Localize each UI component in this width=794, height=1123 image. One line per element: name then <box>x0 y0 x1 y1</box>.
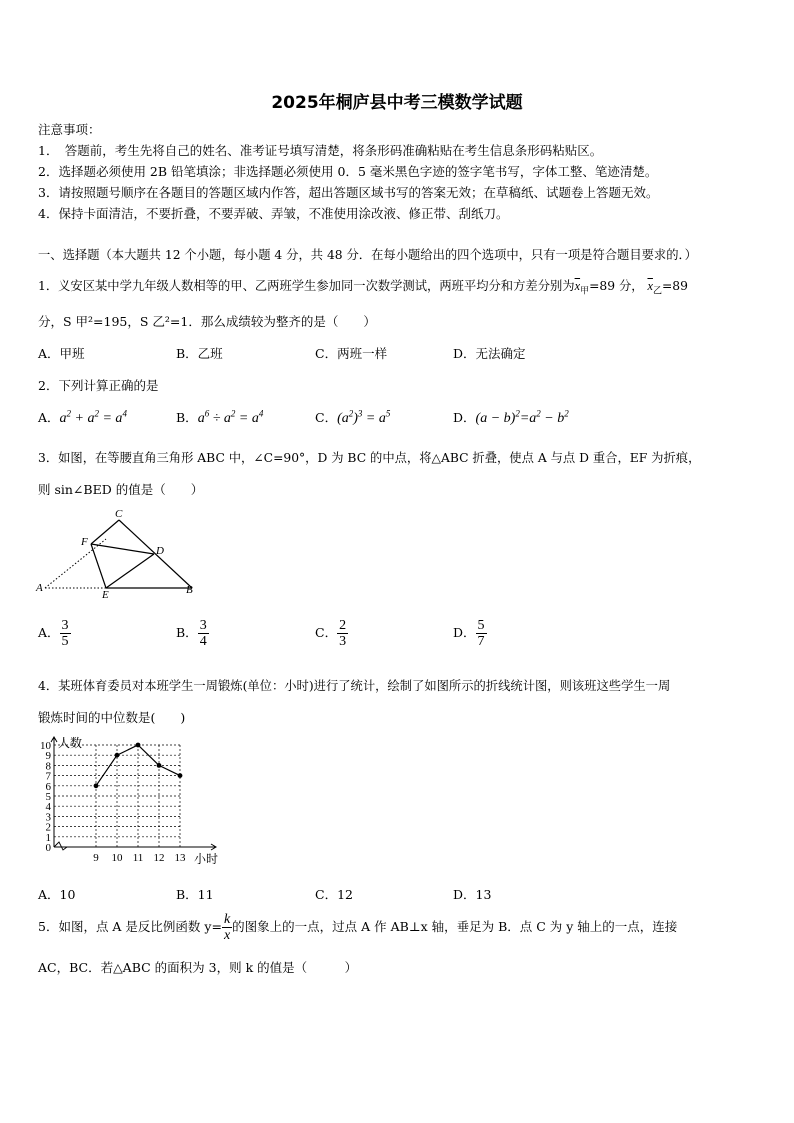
q5-frac-num: k <box>223 912 231 927</box>
q4-stem-line1: 4．某班体育委员对本班学生一周锻炼(单位：小时)进行了统计，绘制了如图所示的折线统计图，则该班这些学生一周 <box>38 679 671 693</box>
q3-option-d-den: 7 <box>477 634 485 649</box>
q5-stem-line2: AC，BC．若△ABC 的面积为 3，则 k 的值是（ ） <box>38 960 358 975</box>
q2-option-d-expr: $(a - b)^2=a^2 - b^2$ <box>475 408 569 426</box>
q2-option-b[interactable] <box>176 408 263 427</box>
data-point <box>178 773 183 778</box>
y-tick-label: 7 <box>45 770 51 783</box>
q4-stem-line2: 锻炼时间的中位数是( ) <box>38 710 186 725</box>
q2-option-d-label: D． <box>453 410 476 425</box>
q2-stem: 2．下列计算正确的是 <box>38 378 159 393</box>
x-tick-label: 10 <box>111 852 123 864</box>
q1-option-c[interactable]: C．两班一样 <box>315 346 388 361</box>
y-tick-label: 8 <box>45 760 51 773</box>
q1-option-d[interactable]: D．无法确定 <box>453 346 526 361</box>
section-heading: 一、选择题（本大题共 12 个小题，每小题 4 分，共 48 分．在每小题给出的四个选项中，只有一项是符合题目要求的．） <box>38 248 697 262</box>
page-title: 2025年桐庐县中考三模数学试题 <box>271 93 523 113</box>
q2-option-a-label: A． <box>38 410 60 425</box>
q1-sub-yi: 乙 <box>652 286 662 297</box>
q2-option-c-label: C． <box>315 410 338 425</box>
q3-stem-line1: 3．如图，在等腰直角三角形 ABC 中，∠C=90°，D 为 BC 的中点，将△ABC 折叠，使点 A 与点 D 重合，EF 为折痕， <box>38 451 701 465</box>
q3-option-b-label: B． <box>176 625 198 640</box>
x-tick-label: 9 <box>93 852 99 864</box>
q3-option-c-label: C． <box>315 625 338 640</box>
x-tick-label: 13 <box>174 852 186 864</box>
y-tick-label: 4 <box>45 801 51 814</box>
label-f: F <box>81 536 88 548</box>
notice-item-4: 4．保持卡面清洁，不要折叠，不要弄破、弄皱，不准使用涂改液、修正带、刮纸刀。 <box>38 206 509 221</box>
y-tick-label: 1 <box>45 831 51 844</box>
label-a: A <box>36 582 43 594</box>
q4-line-chart <box>34 735 224 865</box>
q1-option-a[interactable]: A．甲班 <box>38 346 85 361</box>
q4-option-c[interactable]: C．12 <box>315 887 353 902</box>
q2-option-c[interactable] <box>315 408 390 427</box>
q5-stem-text-b: 的图象上的一点，过点 A 作 AB⊥x 轴，垂足为 B．点 C 为 y 轴上的一点，连接 <box>232 919 678 934</box>
q3-option-d-label: D． <box>453 625 476 640</box>
data-point <box>157 763 162 768</box>
q1-stem-text: 1．义安区某中学九年级人数相等的甲、乙两班学生参加同一次数学测试，两班平均分和方差分别为 <box>38 279 575 293</box>
q3-option-a-num: 3 <box>61 618 69 633</box>
q3-option-a[interactable] <box>38 618 71 649</box>
notice-heading: 注意事项： <box>38 122 101 137</box>
x-tick-label: 11 <box>132 852 144 864</box>
q3-option-c[interactable] <box>315 618 348 649</box>
q1-sub-jia: 甲 <box>580 286 590 297</box>
q3-option-b[interactable] <box>176 618 209 649</box>
y-tick-label: 0 <box>45 842 51 854</box>
crease-fe <box>91 544 106 588</box>
q1-stem-line1 <box>38 276 688 296</box>
q2-option-b-expr: $a^6 \div a^2 = a^4$ <box>197 408 264 426</box>
q1-stem-line2: 分，S 甲²=195，S 乙²=1．那么成绩较为整齐的是（ ） <box>38 314 376 329</box>
q3-option-d-num: 5 <box>477 618 485 633</box>
y-tick-label: 2 <box>45 821 51 834</box>
data-point <box>115 753 120 758</box>
q3-stem-line2: 则 sin∠BED 的值是（ ） <box>38 482 204 497</box>
q1-val-yi: =89 <box>661 279 688 293</box>
y-tick-label: 5 <box>45 791 51 803</box>
q1-val-jia: =89 分， <box>589 279 644 293</box>
q1-option-b[interactable]: B．乙班 <box>176 346 223 361</box>
q4-option-a[interactable]: A．10 <box>38 887 76 902</box>
q5-fraction <box>222 912 232 943</box>
q3-option-b-num: 3 <box>199 618 207 633</box>
q2-option-a[interactable] <box>38 408 127 427</box>
y-tick-label: 6 <box>45 780 51 793</box>
notice-item-1: 1． 答题前，考生先将自己的姓名、准考证号填写清楚，将条形码准确粘贴在考生信息条形码粘贴区。 <box>38 143 603 158</box>
y-tick-label: 9 <box>45 750 51 763</box>
data-point <box>136 743 141 748</box>
x-axis-title: 小时 <box>194 852 219 865</box>
side-cf <box>91 520 119 544</box>
segment-fd <box>91 544 154 554</box>
q5-stem-line1 <box>38 912 677 943</box>
y-tick-label: 3 <box>45 811 51 824</box>
data-point <box>94 783 99 788</box>
notice-item-2: 2．选择题必须使用 2B 铅笔填涂；非选择题必须使用 0．5 毫米黑色字迹的签字笔书写，字体工整、笔迹清楚。 <box>38 164 658 179</box>
q3-option-a-den: 5 <box>61 634 69 649</box>
q2-option-a-expr: $a^2 + a^2 = a^4$ <box>59 408 127 426</box>
y-tick-label: 10 <box>40 740 51 752</box>
q2-option-c-expr: $(a^2)^3 = a^5$ <box>337 408 391 426</box>
q5-stem-text-a: 5．如图，点 A 是反比例函数 y= <box>38 919 222 934</box>
q2-option-d[interactable] <box>453 408 569 427</box>
axis-break-mark <box>54 842 67 850</box>
label-b: B <box>186 584 193 596</box>
label-c: C <box>115 508 123 520</box>
q4-option-b[interactable]: B．11 <box>176 887 214 902</box>
q3-option-d-fraction <box>476 618 487 649</box>
label-d: D <box>156 545 164 557</box>
x-tick-label: 12 <box>153 852 165 864</box>
q3-option-b-fraction <box>198 618 209 649</box>
fold-line-af <box>45 539 106 588</box>
label-e: E <box>102 589 109 600</box>
segment-ed <box>106 554 154 588</box>
q2-option-b-label: B． <box>176 410 198 425</box>
q3-option-c-fraction <box>337 618 348 649</box>
q1-xbar-yi: $\overline{x}$ <box>647 279 653 293</box>
q3-option-d[interactable] <box>453 618 487 649</box>
q5-frac-den: x <box>223 928 231 943</box>
q3-option-a-fraction <box>60 618 71 649</box>
q3-option-a-label: A． <box>38 625 60 640</box>
q3-option-c-den: 3 <box>339 634 347 649</box>
y-axis-title: 人数 <box>58 736 83 750</box>
q3-option-c-num: 2 <box>339 618 347 633</box>
notice-item-3: 3．请按照题号顺序在各题目的答题区域内作答，超出答题区域书写的答案无效；在草稿纸、试题卷上答题无效。 <box>38 185 659 200</box>
q3-option-b-den: 4 <box>199 634 207 649</box>
q1-xbar-jia: $\overline{x}$ <box>574 279 581 293</box>
q3-triangle-figure <box>34 505 204 600</box>
q4-option-d[interactable]: D．13 <box>453 887 492 902</box>
